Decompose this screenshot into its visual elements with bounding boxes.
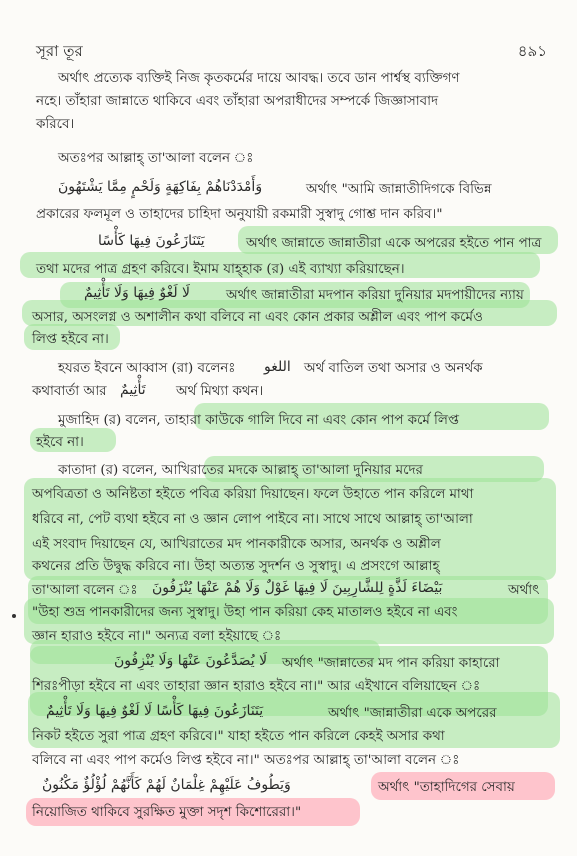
text-line: শিরঃপীড়া হইবে না এবং তাহারা জ্ঞান হারাও হইবে না।" আর এইখানে বলিয়াছেন ঃ <box>32 679 481 694</box>
text-line: ধরিবে না, পেট ব্যথা হইবে না ও জ্ঞান লোপ পাইবে না। সাথে সাথে আল্লাহ্ তা'আলা <box>32 512 473 527</box>
text-line: অর্থাৎ "জান্নাতের মদ পান করিয়া কাহারো <box>282 656 500 671</box>
text-line: হযরত ইবনে আব্বাস (রা) বলেনঃ <box>58 361 236 376</box>
arabic-verse: وَيَطُوفُ عَلَيْهِمْ غِلْمَانٌ لَهُمْ كَأَنَّهُمْ لُؤْلُؤٌ مَكْنُونٌ <box>42 777 291 793</box>
arabic-word: اللغو <box>264 359 291 375</box>
arabic-verse: وَأَمْدَدْنَاهُمْ بِفَاكِهَةٍ وَلَحْمٍ مِمَّا يَشْتَهُونَ <box>58 179 263 195</box>
text-line: এই সংবাদ দিয়াছেন যে, আখিরাতের মদ পানকারীকে অসার, অনর্থক ও অশ্লীল <box>32 537 441 552</box>
arabic-verse: لَا يُصَدَّعُونَ عَنْهَا وَلَا يُنْزِفُونَ <box>114 653 268 669</box>
text-line: কথাবার্তা আর <box>32 384 107 399</box>
page-number: ৪৯১ <box>517 42 547 60</box>
arabic-verse: بَيْضَاءَ لَذَّةٍ لِلشَّارِبِينَ لَا فِيهَا غَوْلٌ وَلَا هُمْ عَنْهَا يُنْزَفُونَ <box>152 580 443 596</box>
text-line: অসার, অসংলগ্ন ও অশালীন কথা বলিবে না এবং কোন প্রকার অশ্লীল এবং পাপ কর্মেও <box>32 310 483 325</box>
text-line: অর্থাৎ "জান্নাতীরা একে অপরের <box>328 706 497 721</box>
running-header-title: সূরা তূর <box>36 42 83 60</box>
text-line: প্রকারের ফলমূল ও তাহাদের চাহিদা অনুযায়ী রকমারী সুস্বাদু গোশ্ত দান করিব।" <box>36 207 443 222</box>
text-line: অতঃপর আল্লাহ্ তা'আলা বলেন ঃ <box>58 151 254 166</box>
text-line: অর্থাৎ জান্নাতে জান্নাতীরা একে অপরের হইতে পান পাত্র <box>246 236 542 251</box>
text-line: অর্থ মিথ্যা কথন। <box>176 384 264 399</box>
text-line: হইবে না। <box>36 435 84 450</box>
page-speck <box>12 614 16 618</box>
text-line: কথনের প্রতি উদ্বুদ্ধ করিবে না। উহা অত্যন্ত সুদর্শন ও সুস্বাদু। এ প্রসংগে আল্লাহ্ <box>32 559 440 574</box>
arabic-word: تَأْثِيمٌ <box>120 382 146 398</box>
text-line: অর্থাৎ "তাহাদিগের সেবায় <box>378 780 515 795</box>
text-line: তথা মদের পাত্র গ্রহণ করিবে। ইমাম যাহ্হাক (র) এই ব্যাখ্যা করিয়াছেন। <box>36 262 405 277</box>
text-line: অর্থাৎ "আমি জান্নাতীদিগকে বিভিন্ন <box>306 182 492 197</box>
text-line: অর্থাৎ <box>508 583 540 598</box>
text-line: লিপ্ত হইবে না। <box>32 332 109 347</box>
arabic-verse: يَتَنَازَعُونَ فِيهَا كَأْسًا لَا لَغْوٌ فِيهَا وَلَا تَأْثِيمٌ <box>46 703 264 719</box>
text-line: নিয়োজিত থাকিবে সুরক্ষিত মুক্তা সদৃশ কিশোরেরা।" <box>32 805 302 820</box>
text-line: বলিবে না এবং পাপ কর্মেও লিপ্ত হইবে না।" অতঃপর আল্লাহ্ তা'আলা বলেন ঃ <box>32 753 460 768</box>
text-line: অপবিত্রতা ও অনিষ্টতা হইতে পবিত্র করিয়া দিয়াছেন। ফলে উহাতে পান করিলে মাথা <box>32 487 474 502</box>
text-line: "উহা শুভ্র পানকারীদের জন্য সুস্বাদু। উহা পান করিয়া কেহ মাতালও হইবে না এবং <box>32 605 458 620</box>
text-line: জ্ঞান হারাও হইবে না।" অন্যত্র বলা হইয়াছে ঃ <box>32 629 282 644</box>
text-line: নহে। তাঁহারা জান্নাতে থাকিবে এবং তাঁহারা অপরাধীদের সম্পর্কে জিজ্ঞাসাবাদ <box>36 94 439 109</box>
arabic-verse: لَا لَغْوٌ فِيهَا وَلَا تَأْثِيمٌ <box>84 285 191 301</box>
text-line: অর্থাৎ প্রত্যেক ব্যক্তিই নিজ কৃতকর্মের দায়ে আবদ্ধ। তবে ডান পার্শ্বস্থ ব্যক্তিগণ <box>58 71 460 86</box>
text-line: অর্থ বাতিল তথা অসার ও অনর্থক <box>304 361 483 376</box>
text-line: কাতাদা (র) বলেন, আখিরাতের মদকে আল্লাহ্ তা'আলা দুনিয়ার মদের <box>58 463 423 478</box>
text-line: অর্থাৎ জান্নাতীরা মদপান করিয়া দুনিয়ার মদপায়ীদের ন্যায় <box>226 288 524 303</box>
text-line: করিবে। <box>36 117 75 132</box>
text-line: নিকট হইতে সুরা পাত্র গ্রহণ করিবে।" যাহা হইতে পান করিলে কেহই অসার কথা <box>32 729 445 744</box>
text-line: মুজাহিদ (র) বলেন, তাহারা কাউকে গালি দিবে না এবং কোন পাপ কর্মে লিপ্ত <box>58 413 459 428</box>
text-line: তা'আলা বলেন ঃ <box>32 583 138 598</box>
arabic-verse: يَتَنَازَعُونَ فِيهَا كَأْسًا <box>98 233 205 249</box>
